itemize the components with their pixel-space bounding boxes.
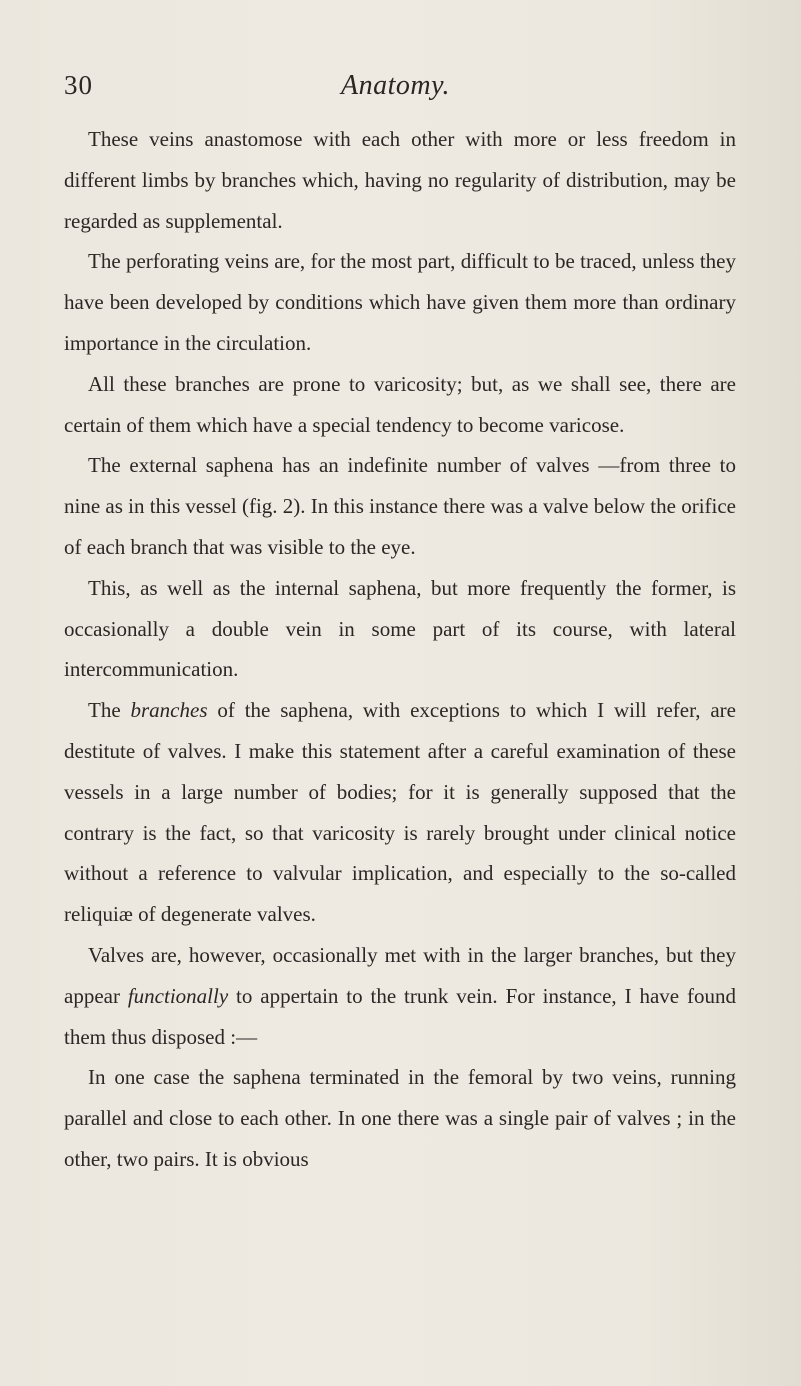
paragraph-anastomose: These veins anastomose with each other with more or less freedom in different limbs by branches which, having no regularity of distribution, may be regarded as supplemental. [64, 127, 736, 233]
running-head [64, 70, 724, 110]
paragraph-varicosity: All these branches are prone to varicosity; but, as we shall see, there are certain of them which have a special tendency to become varicose. [64, 371, 736, 437]
running-title: Anatomy. [341, 70, 450, 101]
paragraph-valves-larger-branches [64, 935, 736, 1057]
paragraph-one-case: In one case the saphena terminated in the femoral by two veins, running parallel and close to each other. In one there was a single pair of valves ; in the other, two pairs. It is obvious [64, 1065, 736, 1171]
paragraph-valves-rest: to appertain to the trunk vein. For instance, I have found them thus disposed :— [64, 983, 736, 1049]
paragraph-branches [64, 690, 736, 935]
paragraph-valves-lead: Valves are, however, occasionally met with in the larger branches, but they appear [64, 942, 736, 1008]
emphasis-branches: branches [130, 698, 208, 723]
paragraph-double-vein: This, as well as the internal saphena, but more frequently the former, is occasionally a double vein in some part of its course, with lateral intercommunication. [64, 575, 736, 682]
emphasis-functionally: functionally [127, 983, 229, 1008]
body-text [64, 119, 736, 1180]
paragraph-branches-rest: of the saphena, with exceptions to which I will refer, are destitute of valves. I make this statement after a careful examination of these vessels in a large number of bodies; for it is generally supposed that the contrary is the fact, so that varicosity is rarely brought under clinical notice without a reference to valvular implication, and especially to the so-called reliquiæ of degenerate valves. [64, 698, 736, 927]
paragraph-external-saphena: The external saphena has an indefinite number of valves —from three to nine as in this vessel (fig. 2). In this instance there was a valve below the orifice of each branch that was visible to the eye. [64, 453, 736, 559]
page-number: 30 [64, 70, 93, 100]
paragraph-perforating-veins: The perforating veins are, for the most part, difficult to be traced, unless they have been developed by conditions which have given them more than ordinary importance in the circulation. [64, 249, 736, 355]
paragraph-branches-lead: The [88, 698, 131, 723]
